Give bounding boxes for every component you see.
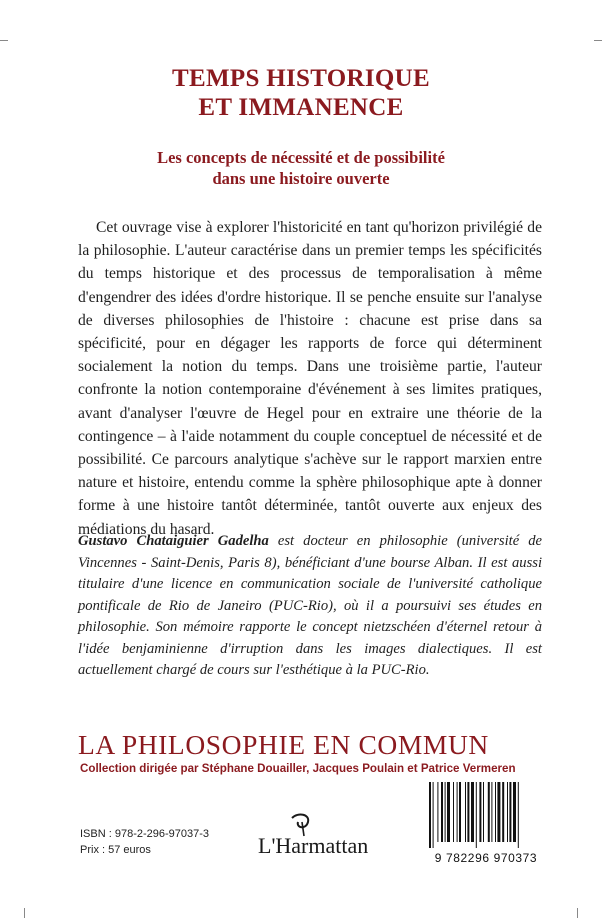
barcode-bar — [497, 782, 500, 842]
publisher-name: L'Harmattan — [258, 833, 369, 858]
barcode-bar — [518, 782, 519, 848]
crop-mark — [0, 40, 8, 41]
crop-mark — [577, 908, 578, 918]
collection-directors: Collection dirigée par Stéphane Douailler, Jacques Poulain et Patrice Vermeren — [80, 762, 516, 775]
summary-block — [78, 216, 542, 541]
book-title-line2: ET IMMANENCE — [198, 94, 404, 121]
barcode-bar — [459, 782, 461, 842]
author-name: Gustavo Chataiguier Gadelha — [78, 533, 269, 549]
barcode-number: 9 782296 970373 — [434, 851, 538, 865]
summary-paragraph: Cet ouvrage vise à explorer l'historicité en tant qu'horizon privilégié de la philosophie. L'auteur caractérise dans un premier temps les spécificités du temps historique et des processus de temporalisation à même d'engendrer des idées d'ordre historique. Il se penche ensuite sur l'analyse de diverses philosophies de l'histoire : chacune est prise dans sa spécificité, pour en dégager les rapports de force qui déterminent socialement la notion du temps. Dans une troisième partie, l'auteur confronte la notion contemporaine d'événement à ses limites pratiques, avant d'analyser l'œuvre de Hegel pour en extraire une théorie de la contingence – à l'aide notamment du couple conceptuel de nécessité et de possibilité. Ce parcours analytique s'achève sur le rapport marxien entre nature et histoire, entendu comme la sphère philosophique apte à donner forme à une histoire tantôt déterminée, tantôt ouverte aux enjeux des médiations du hasard. — [78, 219, 542, 538]
barcode-bar — [437, 782, 438, 842]
crop-mark — [594, 40, 602, 41]
barcode-bar — [476, 782, 477, 848]
barcode-bar — [465, 782, 466, 842]
barcode-bar — [457, 782, 458, 842]
barcode-bar — [453, 782, 454, 842]
barcode-bar — [447, 782, 450, 842]
author-bio-text: est docteur en philosophie (université de Vincennes - Saint-Denis, Paris 8), bénéficiant d'une bourse Alban. Il est aussi titulaire d'une licence en communication sociale de l'université catholique pontificale de Rio de Janeiro (PUC-Rio), où il a poursuivi ses études en philosophie. Son mémoire rapporte le concept nietzschéen d'éternel retour à l'idée benjaminienne d'irruption dans les images dialectiques. Il est actuellement chargé de cours sur l'esthétique à la PUC-Rio. — [78, 533, 542, 678]
crop-mark — [24, 908, 25, 918]
book-subtitle-line2: dans une histoire ouverte — [212, 169, 390, 188]
barcode-bar — [429, 782, 431, 848]
book-subtitle — [0, 147, 602, 189]
barcode-bar — [502, 782, 504, 842]
barcode-bar — [495, 782, 496, 842]
author-bio — [78, 531, 542, 682]
barcode-bar — [483, 782, 484, 842]
barcode-bar — [491, 782, 492, 842]
barcode-bar — [488, 782, 490, 842]
price-label: Prix : 57 euros — [80, 844, 151, 856]
isbn-label: ISBN : 978-2-296-97037-3 — [80, 828, 210, 840]
barcode-bar — [433, 782, 434, 848]
publisher-logo — [258, 812, 368, 862]
barcode-bar — [471, 782, 474, 842]
book-title — [0, 64, 602, 122]
barcode-bar — [513, 782, 516, 842]
barcode-bar — [441, 782, 443, 842]
barcode-bar — [445, 782, 446, 842]
book-subtitle-line1: Les concepts de nécessité et de possibilité — [157, 148, 445, 167]
barcode-bar — [467, 782, 469, 842]
barcode-bar — [509, 782, 511, 842]
book-title-line1: TEMPS HISTORIQUE — [172, 65, 430, 92]
barcode-bar — [507, 782, 508, 842]
collection-name: LA PHILOSOPHIE EN COMMUN — [78, 729, 489, 760]
barcode-bar — [479, 782, 481, 842]
barcode — [428, 782, 546, 848]
